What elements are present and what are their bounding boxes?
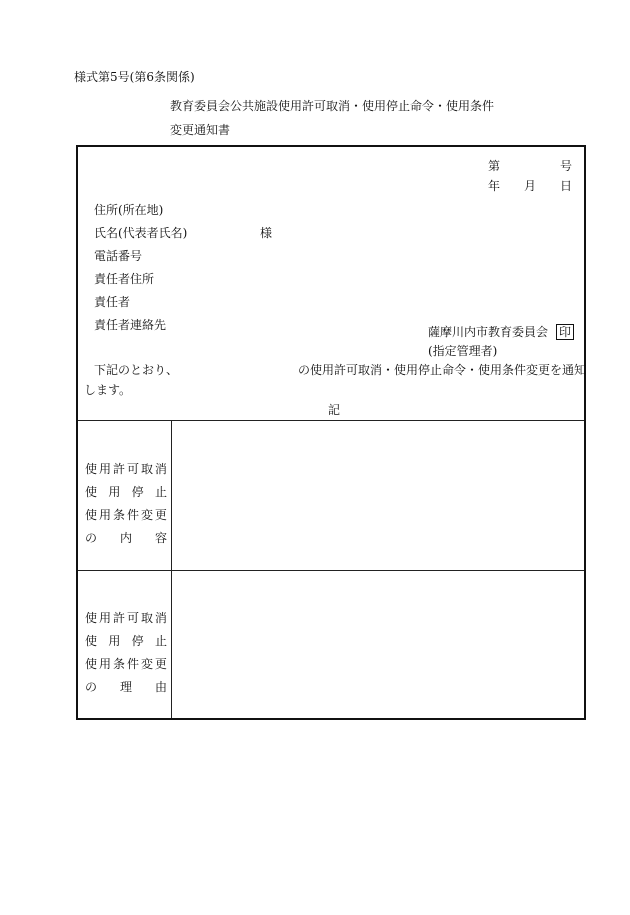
label-char: 取	[140, 611, 153, 625]
seal-mark: 印	[556, 324, 574, 340]
label-char: 可	[126, 611, 139, 625]
issuer-line	[428, 323, 574, 340]
body-suffix: の使用許可取消・使用停止命令・使用条件変更を通知	[298, 363, 587, 377]
label-char: の	[85, 531, 98, 545]
label-char: 変	[140, 657, 153, 671]
responsible-contact-label: 責任者連絡先	[94, 318, 167, 332]
notice-number-prefix: 第	[488, 159, 501, 173]
ki-mark: 記	[328, 403, 341, 417]
date-day: 日	[560, 179, 573, 193]
issuer-name: 薩摩川内市教育委員会	[428, 325, 549, 339]
row-label-content	[85, 458, 167, 550]
label-char: 使	[85, 508, 98, 522]
label-char: 許	[112, 611, 125, 625]
label-char: 用	[98, 657, 111, 671]
label-char: 消	[154, 462, 167, 476]
date-year: 年	[488, 179, 501, 193]
label-char: 停	[131, 485, 144, 499]
label-char: 用	[98, 611, 111, 625]
label-char: 用	[108, 634, 121, 648]
label-char: 件	[126, 657, 139, 671]
issuer-sub: (指定管理者)	[428, 344, 498, 358]
honorific: 様	[260, 226, 273, 240]
label-char: 許	[112, 462, 125, 476]
form-number: 様式第5号(第6条関係)	[74, 70, 195, 84]
label-char: 件	[126, 508, 139, 522]
responsible-label: 責任者	[94, 295, 131, 309]
label-char: 可	[126, 462, 139, 476]
form-frame	[76, 145, 586, 720]
label-line	[85, 607, 167, 630]
label-char: 用	[98, 508, 111, 522]
label-char: 内	[119, 531, 132, 545]
label-char: 理	[119, 680, 132, 694]
label-char: 止	[154, 485, 167, 499]
label-line	[85, 527, 167, 550]
label-line	[85, 676, 167, 699]
label-line	[85, 630, 167, 653]
label-char: 消	[154, 611, 167, 625]
label-line	[85, 481, 167, 504]
date-month: 月	[524, 179, 537, 193]
label-char: 停	[131, 634, 144, 648]
label-char: 更	[154, 657, 167, 671]
document-title-line1: 教育委員会公共施設使用許可取消・使用停止命令・使用条件	[170, 99, 495, 113]
label-char: 使	[85, 611, 98, 625]
body-line2: します。	[84, 383, 132, 397]
label-char: 用	[108, 485, 121, 499]
row-label-reason	[85, 607, 167, 699]
recipient-block	[94, 199, 187, 337]
table-column-divider	[171, 420, 172, 718]
document-title-line2: 変更通知書	[170, 123, 231, 137]
label-char: 止	[154, 634, 167, 648]
label-char: 使	[85, 485, 98, 499]
label-char: 使	[85, 657, 98, 671]
label-char: 容	[154, 531, 167, 545]
label-line	[85, 653, 167, 676]
label-char: 用	[98, 462, 111, 476]
label-char: 使	[85, 634, 98, 648]
label-char: 変	[140, 508, 153, 522]
label-char: 更	[154, 508, 167, 522]
name-label: 氏名(代表者氏名)	[94, 226, 188, 240]
phone-label: 電話番号	[94, 249, 143, 263]
label-char: 由	[154, 680, 167, 694]
label-char: 条	[112, 657, 125, 671]
table-divider-top	[78, 420, 584, 421]
label-char: 取	[140, 462, 153, 476]
body-prefix: 下記のとおり、	[94, 363, 179, 377]
label-line	[85, 504, 167, 527]
label-line	[85, 458, 167, 481]
address-label: 住所(所在地)	[94, 203, 164, 217]
label-char: の	[85, 680, 98, 694]
label-char: 条	[112, 508, 125, 522]
table-divider-middle	[78, 570, 584, 571]
responsible-address-label: 責任者住所	[94, 272, 155, 286]
label-char: 使	[85, 462, 98, 476]
notice-number-suffix: 号	[560, 159, 573, 173]
